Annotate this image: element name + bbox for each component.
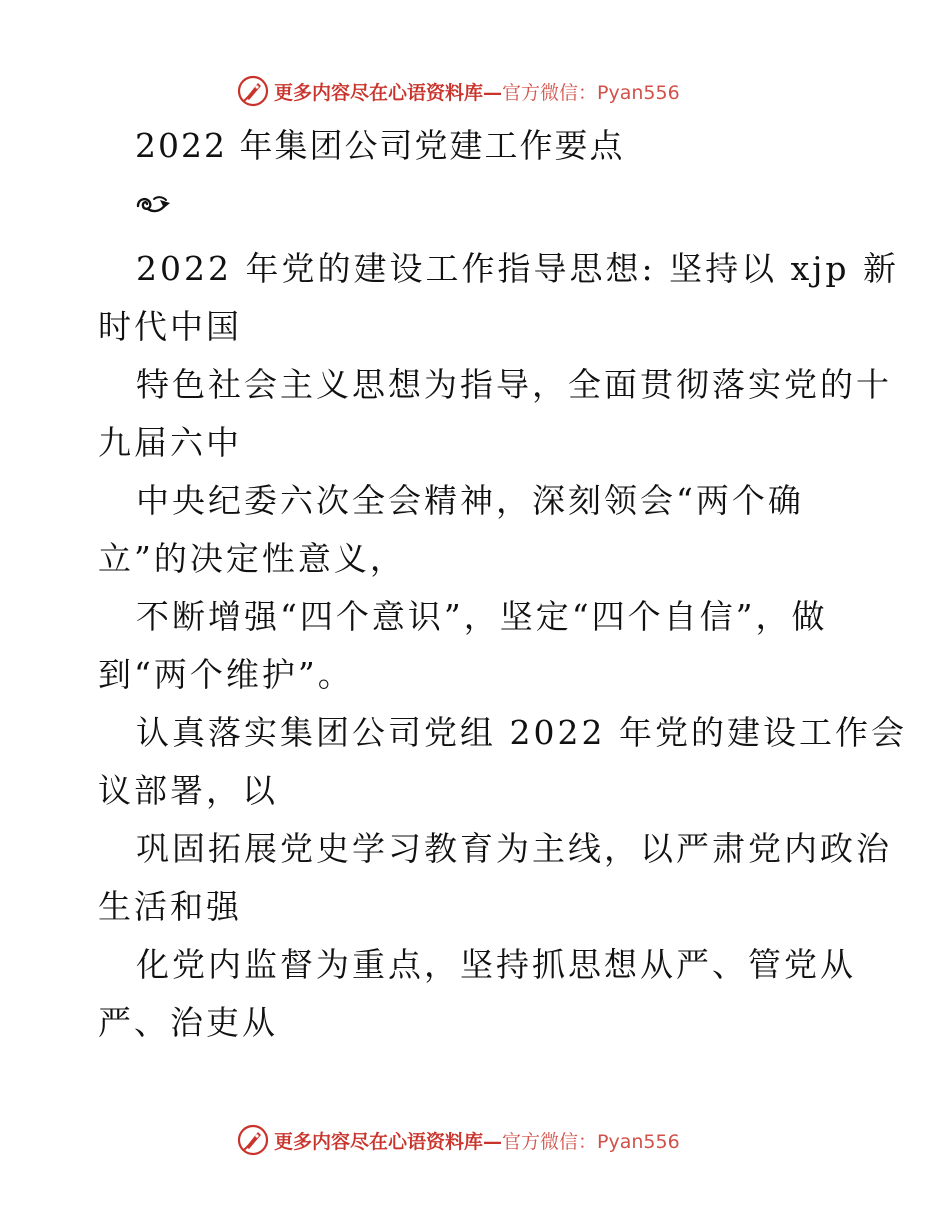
footer-watermark xyxy=(236,1122,680,1158)
body-line: 巩固拓展党史学习教育为主线，以严肃党内政治 xyxy=(136,829,892,868)
body-line: 中央纪委六次全会精神，深刻领会“两个确 xyxy=(136,481,804,520)
body-line: 2022 年党的建设工作指导思想: 坚持以 xjp 新 xyxy=(136,249,900,288)
body-line: 议部署，以 xyxy=(98,771,278,810)
swirl-ornament-icon xyxy=(134,192,172,218)
body-line: 时代中国 xyxy=(98,307,242,346)
pen-nib-logo-icon xyxy=(236,1123,270,1157)
body-line: 生活和强 xyxy=(98,887,242,926)
document-title: 2022 年集团公司党建工作要点 xyxy=(135,126,625,165)
pen-nib-logo-icon xyxy=(236,74,270,108)
body-line: 化党内监督为重点，坚持抓思想从严、管党从 xyxy=(136,945,856,984)
body-line: 立”的决定性意义， xyxy=(98,539,406,578)
body-line: 九届六中 xyxy=(98,423,242,462)
document-body xyxy=(98,240,907,1052)
body-line: 认真落实集团公司党组 2022 年党的建设工作会 xyxy=(136,713,907,752)
watermark-wechat-text: 官方微信：Pyan556 xyxy=(502,1130,680,1153)
watermark-wechat-text: 官方微信：Pyan556 xyxy=(502,81,680,104)
body-line: 不断增强“四个意识”，坚定“四个自信”，做 xyxy=(136,597,828,636)
header-watermark xyxy=(236,73,680,109)
watermark-main-text: 更多内容尽在心语资料库— xyxy=(274,81,503,104)
body-line: 到“两个维护”。 xyxy=(98,655,354,694)
body-line: 严、治吏从 xyxy=(98,1003,278,1042)
body-line: 特色社会主义思想为指导，全面贯彻落实党的十 xyxy=(136,365,892,404)
watermark-main-text: 更多内容尽在心语资料库— xyxy=(274,1130,503,1153)
